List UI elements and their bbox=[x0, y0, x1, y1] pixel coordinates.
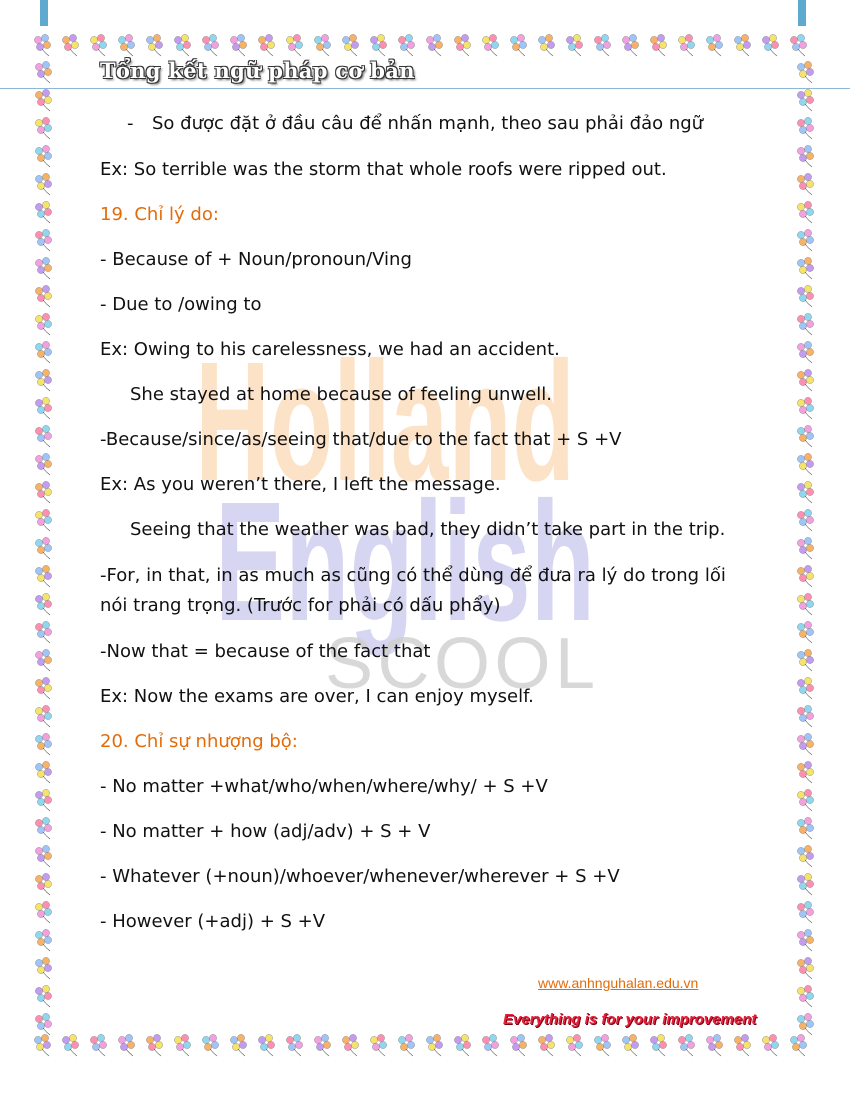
balloon-border-bottom bbox=[30, 1030, 820, 1060]
watermark-line-holland: Holland bbox=[195, 327, 575, 517]
rule-for-line1: -For, in that, in as much as cũng có thể dùng để đưa ra lý do trong lối bbox=[100, 565, 726, 586]
rule-now-that: -Now that = because of the fact that bbox=[100, 641, 431, 662]
example-owing: Ex: Owing to his carelessness, we had an accident. bbox=[100, 339, 560, 360]
example-stayed: She stayed at home because of feeling unwell. bbox=[130, 384, 552, 405]
rule-for-line2: nói trang trọng. (Trước for phải có dấu phẩy) bbox=[100, 595, 501, 616]
rule-no-matter-how: - No matter + how (adj/adv) + S + V bbox=[100, 821, 431, 842]
watermark-line-english: English bbox=[215, 467, 595, 657]
section-heading-19: 19. Chỉ lý do: bbox=[100, 204, 219, 225]
corner-decoration-right bbox=[798, 0, 806, 26]
example-as-you: Ex: As you weren’t there, I left the message. bbox=[100, 474, 501, 495]
footer-slogan: Everything is for your improvement bbox=[503, 1011, 757, 1028]
rule-whatever: - Whatever (+noun)/whoever/whenever/wherever + S +V bbox=[100, 866, 620, 887]
example-seeing-that: Seeing that the weather was bad, they didn’t take part in the trip. bbox=[130, 519, 726, 540]
rule-because-of: - Because of + Noun/pronoun/Ving bbox=[100, 249, 412, 270]
header-title: Tổng kết ngữ pháp cơ bản bbox=[100, 58, 415, 83]
rule-because-since: -Because/since/as/seeing that/due to the fact that + S +V bbox=[100, 429, 622, 450]
rule-however: - However (+adj) + S +V bbox=[100, 911, 326, 932]
balloon-border-left bbox=[30, 30, 60, 1060]
balloon-border-right bbox=[790, 30, 820, 1060]
corner-decoration-left bbox=[40, 0, 48, 26]
watermark-line-school: S C O O L bbox=[325, 624, 595, 700]
section-heading-20: 20. Chỉ sự nhượng bộ: bbox=[100, 731, 298, 752]
example-now: Ex: Now the exams are over, I can enjoy myself. bbox=[100, 686, 534, 707]
bullet-so-inversion: So được đặt ở đầu câu để nhấn mạnh, theo sau phải đảo ngữ bbox=[152, 113, 704, 134]
header-rule bbox=[0, 88, 850, 89]
rule-due-to: - Due to /owing to bbox=[100, 294, 262, 315]
example-so-terrible: Ex: So terrible was the storm that whole roofs were ripped out. bbox=[100, 159, 667, 180]
bullet-dash: - bbox=[127, 113, 134, 134]
footer-website-link[interactable]: www.anhnguhalan.edu.vn bbox=[538, 975, 699, 991]
balloon-border-top bbox=[30, 30, 820, 60]
rule-no-matter-what: - No matter +what/who/when/where/why/ + S +V bbox=[100, 776, 548, 797]
